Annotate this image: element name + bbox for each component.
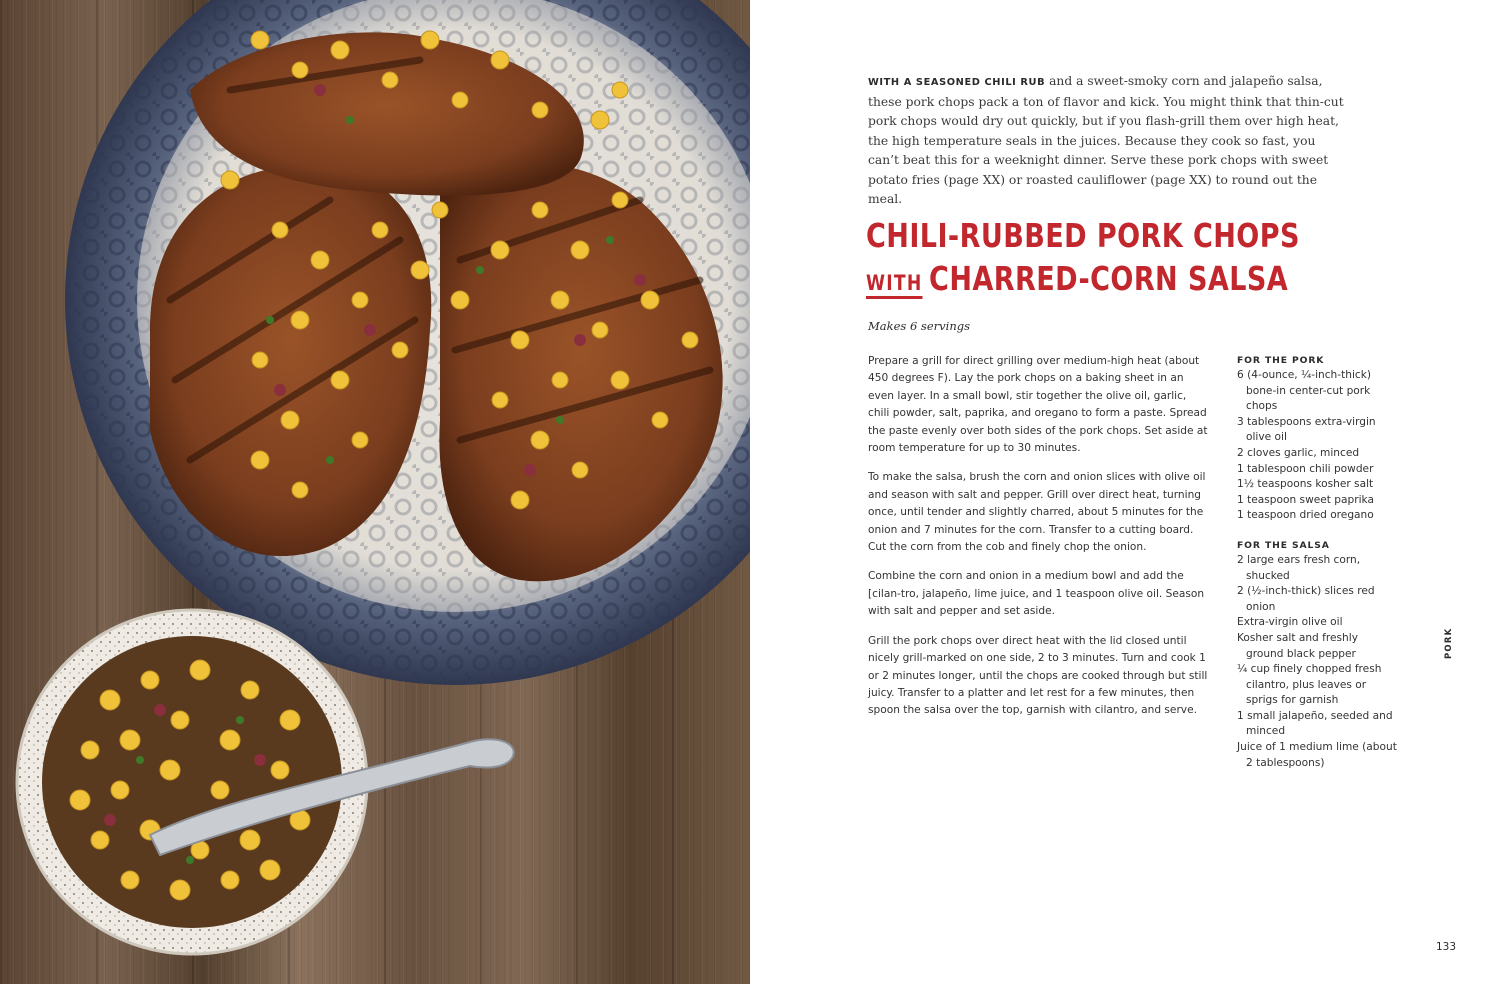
salsa-ingredients	[1237, 553, 1397, 771]
method-step: Prepare a grill for direct grilling over medium-high heat (about 450 degrees F). Lay the pork chops on a baking sheet in an even layer. In a small bowl, stir together the olive oil, garlic, chili powder, salt, paprika, and oregano to form a paste. Spread the paste evenly over both sides of the pork chops. Set aside at room temperature for up to 30 minutes.	[868, 355, 1208, 455]
servings-yield: Makes 6 servings	[868, 319, 970, 333]
intro-lead-in: WITH A SEASONED CHILI RUB	[868, 77, 1046, 88]
ingredient-item: 1 teaspoon sweet paprika	[1237, 493, 1374, 506]
ingredient-item: Extra-virgin olive oil	[1237, 616, 1343, 629]
ingredient-item: 1½ teaspoons kosher salt	[1237, 478, 1374, 491]
page-number: 133	[1436, 941, 1457, 953]
method-step: Grill the pork chops over direct heat with the lid closed until nicely grill-marked on one side, 2 to 3 minutes. Turn and cook 1 or 2 minutes longer, until the chops are cooked through but still juicy. Transfer to a platter and let rest for a few minutes, then spoon the salsa over the top, garnish with cilantro, and serve.	[868, 634, 1208, 717]
ingredient-item: 1 small jalapeño, seeded and minced	[1237, 709, 1393, 738]
method-step: To make the salsa, brush the corn and onion slices with olive oil and season with salt and pepper. Grill over direct heat, turning once, until tender and slightly charred, about 5 minutes for the onion and 7 minutes for the corn. Transfer to a cutting board. Cut the corn from the cob and finely chop the onion.	[868, 471, 1206, 554]
title-with: WITH	[866, 271, 923, 295]
ingredient-item: Juice of 1 medium lime (about 2 tablespoons)	[1237, 741, 1397, 769]
ingredient-item: 1 teaspoon dried oregano	[1237, 509, 1374, 522]
recipe-title	[866, 214, 1300, 305]
pork-ingredients-heading: FOR THE PORK	[1237, 355, 1325, 366]
ingredient-item: Kosher salt and freshly ground black pepper	[1237, 631, 1358, 660]
method-steps	[868, 353, 1210, 732]
ingredient-item: 2 large ears fresh corn, shucked	[1237, 553, 1361, 582]
salsa-ingredients-heading: FOR THE SALSA	[1237, 539, 1330, 551]
ingredient-item: 2 cloves garlic, minced	[1237, 446, 1360, 459]
ingredient-item: 3 tablespoons extra-virgin olive oil	[1237, 415, 1376, 444]
title-line-2	[866, 257, 1300, 305]
pork-ingredients	[1237, 368, 1397, 524]
title-line-2-text: CHARRED-CORN SALSA	[929, 259, 1289, 298]
title-line-1: CHILI-RUBBED PORK CHOPS	[866, 216, 1300, 255]
ingredient-item: ¼ cup finely chopped fresh cilantro, plus leaves or sprigs for garnish	[1237, 663, 1382, 707]
ingredient-item: 2 (½-inch-thick) slices red onion	[1237, 585, 1375, 613]
intro-text: and a sweet-smoky corn and jalapeño salsa, these pork chops pack a ton of flavor and kick. You might think that thin-cut pork chops would dry out quickly, but if you flash-grill them over high heat, the high temperature seals in the juices. Because they cook so fast, you can’t beat this for a weeknight dinner. Serve these pork chops with sweet potato fries (page XX) or roasted cauliflower (page XX) to round out the meal.	[868, 74, 1344, 206]
ingredient-item: 1 tablespoon chili powder	[1237, 462, 1374, 475]
ingredient-item: 6 (4-ounce, ¼-inch-thick) bone-in center-cut pork chops	[1237, 369, 1371, 413]
chapter-tab: PORK	[1444, 627, 1454, 659]
method-step: Combine the corn and onion in a medium bowl and add the [cilan-tro, jalapeño, lime juice, and 1 teaspoon olive oil. Season with salt and pepper and set aside.	[868, 570, 1205, 618]
ingredients-list	[1237, 354, 1397, 771]
recipe-intro	[868, 72, 1346, 210]
